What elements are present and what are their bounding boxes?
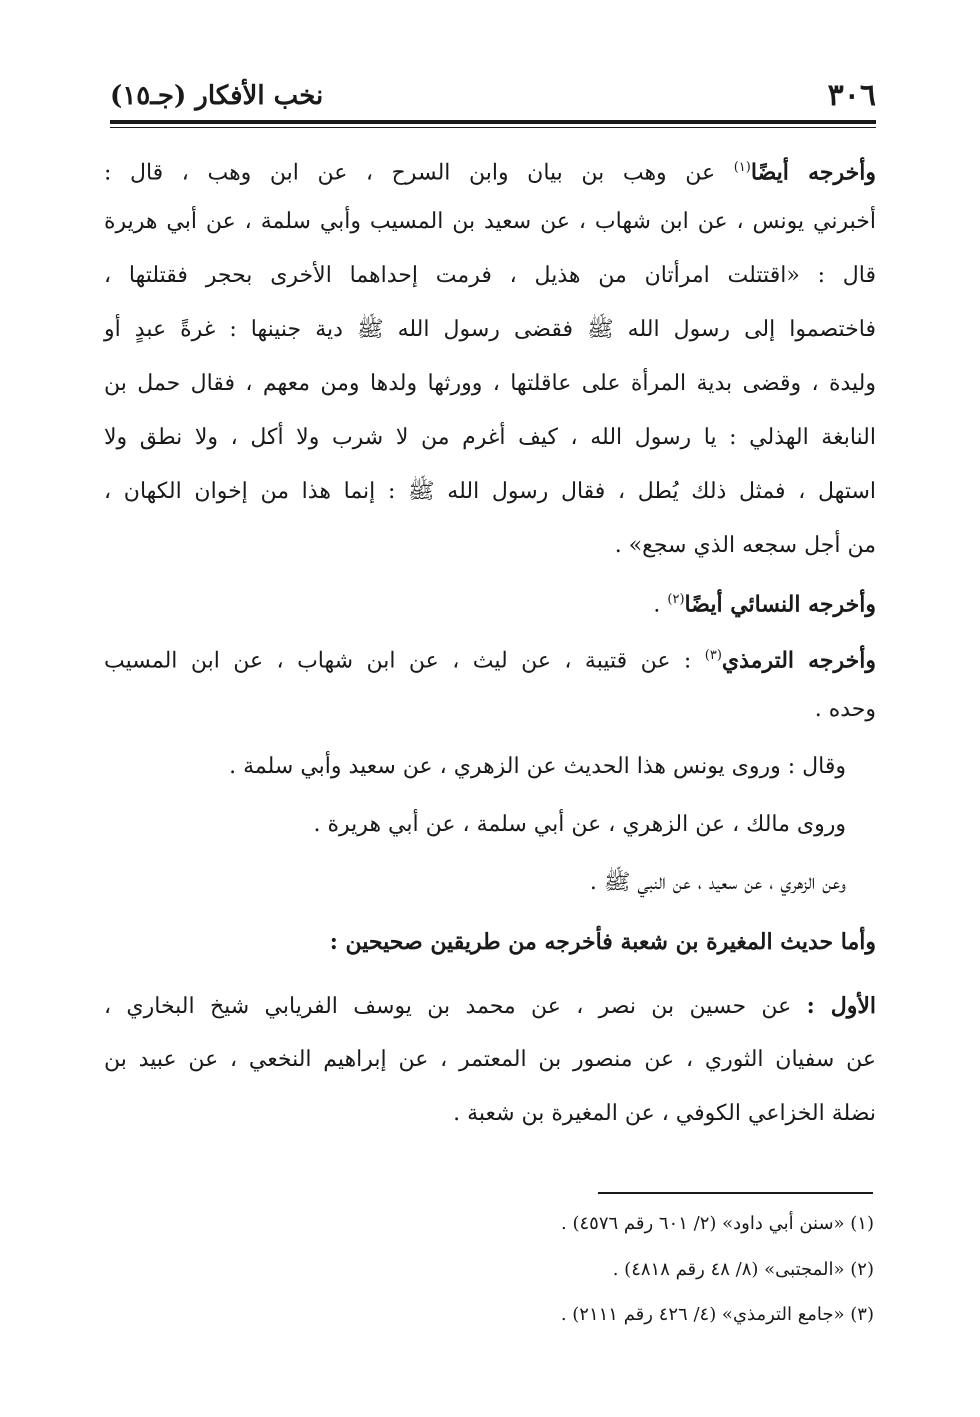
footnote-ref: (١) <box>733 160 751 175</box>
bold-lead: وأخرجه النسائي أيضًا <box>684 591 876 618</box>
body-line <box>104 146 876 195</box>
line-text: عن وهب بن بيان وابن السرح ، عن ابن وهب ، قال : <box>104 160 734 186</box>
footnote: (٣) «جامع الترمذي» (٤/ ٤٢٦ رقم ٢١١١) . <box>560 1304 874 1325</box>
footnote-ref: (٢) <box>667 592 685 607</box>
body-line: أخبرني يونس ، عن ابن شهاب ، عن سعيد بن المسيب وأبي سلمة ، عن أبي هريرة <box>104 209 876 234</box>
body-line: وحده . <box>814 697 876 722</box>
body-line: وعن الزهري ، عن سعيد ، عن النبي ﷺ . <box>589 870 846 895</box>
section-heading: وأما حديث المغيرة بن شعبة فأخرجه من طريقين صحيحين : <box>329 929 876 955</box>
body-line: عن سفيان الثوري ، عن منصور بن المعتمر ، عن إبراهيم النخعي ، عن عبيد بن <box>104 1047 876 1072</box>
body-line: وليدة ، وقضى بدية المرأة على عاقلتها ، وورثها ولدها ومن معهم ، فقال حمل بن <box>104 371 876 396</box>
footnote: (١) «سنن أبي داود» (٢/ ٦٠١ رقم ٤٥٧٦) . <box>561 1213 874 1234</box>
body-line <box>104 634 876 683</box>
footnote-ref: (٣) <box>704 648 722 663</box>
line-text: . <box>653 592 668 618</box>
header-rule-thin <box>110 127 876 128</box>
bold-lead: وأخرجه الترمذي <box>721 647 876 674</box>
line-text: : عن قتيبة ، عن ليث ، عن ابن شهاب ، عن ابن المسيب <box>104 648 705 674</box>
footnote-rule <box>598 1192 873 1194</box>
running-title: نخب الأفكار (جـ١٥) <box>110 81 324 111</box>
page-number: ٣٠٦ <box>827 78 876 113</box>
body-line <box>653 578 876 627</box>
header-rule-thick <box>110 120 876 124</box>
bold-lead: وأخرجه أيضًا <box>750 159 876 186</box>
body-line: من أجل سجعه الذي سجع» . <box>614 533 876 558</box>
body-line: فاختصموا إلى رسول الله ﷺ فقضى رسول الله ﷺ دية جنينها : غرةً عبدٍ أو <box>104 317 876 342</box>
page-header <box>110 76 876 116</box>
footnote: (٢) «المجتبى» (٨/ ٤٨ رقم ٤٨١٨) . <box>612 1259 874 1280</box>
body-line: وقال : وروى يونس هذا الحديث عن الزهري ، عن سعيد وأبي سلمة . <box>229 754 846 779</box>
body-line: استهل ، فمثل ذلك يُطل ، فقال رسول الله ﷺ : إنما هذا من إخوان الكهان ، <box>104 479 876 504</box>
body-line: نضلة الخزاعي الكوفي ، عن المغيرة بن شعبة . <box>453 1101 876 1126</box>
body-line: قال : «اقتتلت امرأتان من هذيل ، فرمت إحداهما الأخرى بحجر فقتلتها ، <box>104 263 876 288</box>
body-line <box>104 984 876 1029</box>
bold-lead: الأول : <box>806 993 876 1019</box>
body-line: وروى مالك ، عن الزهري ، عن أبي سلمة ، عن أبي هريرة . <box>313 812 846 837</box>
body-line: النابغة الهذلي : يا رسول الله ، كيف أغرم من لا شرب ولا أكل ، ولا نطق ولا <box>104 425 876 450</box>
line-text: عن حسين بن نصر ، عن محمد بن يوسف الفريابي شيخ البخاري ، <box>104 994 807 1019</box>
